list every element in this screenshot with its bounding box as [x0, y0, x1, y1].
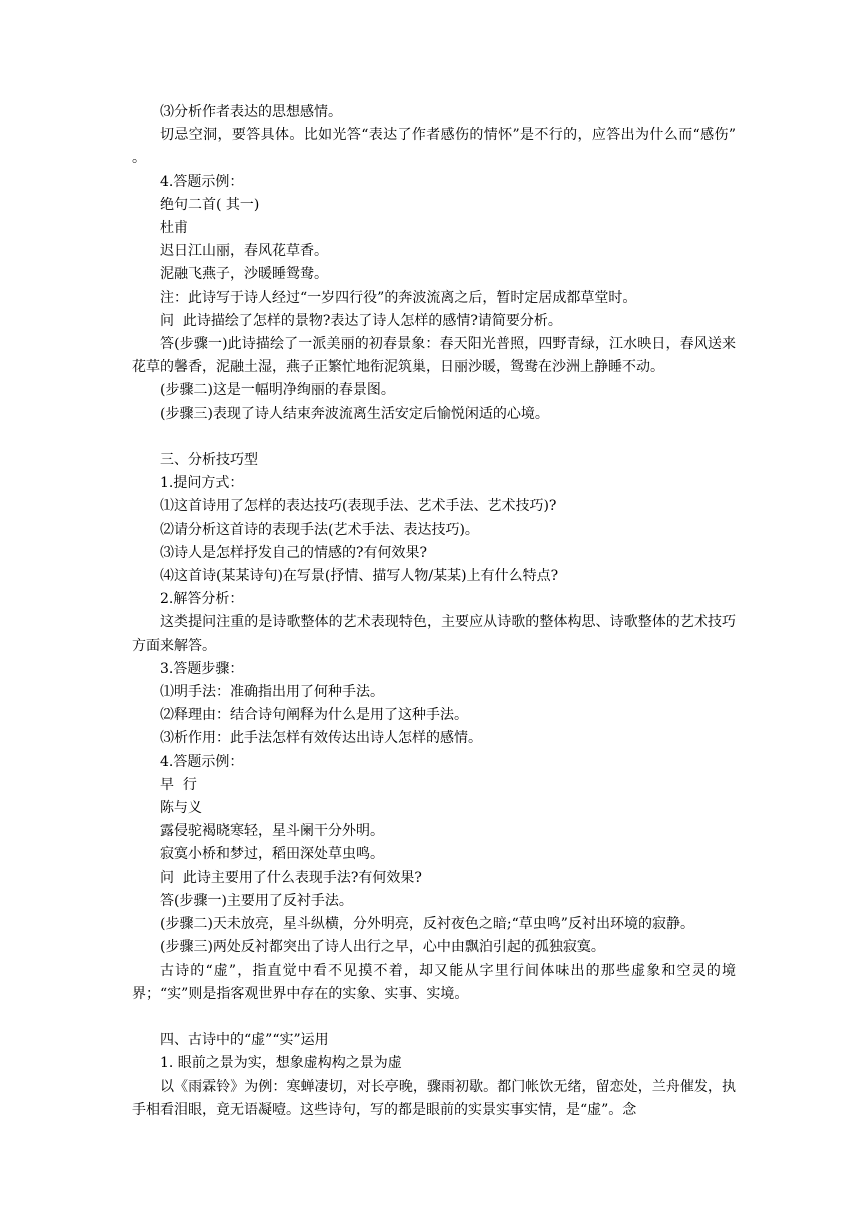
subheading: 4.答题示例：: [160, 753, 244, 770]
blank-line: [132, 426, 736, 449]
poem-author: 杜甫: [160, 220, 188, 237]
paragraph: 以《雨霖铃》为例：寒蝉凄切，对长亭晚，骤雨初歇。都门帐饮无绪，留恋处，兰舟催发，执手相看泪眼，竟无语凝噎。这些诗句，写的都是眼前的实景实事实情，是“虚”。念: [132, 1078, 736, 1118]
list-item: ⑵释理由：结合诗句阐释为什么是用了这种手法。: [160, 707, 468, 724]
section-heading: 三、分析技巧型: [160, 452, 258, 469]
list-item: ⑴这首诗用了怎样的表达技巧(表现手法、艺术手法、艺术技巧)?: [160, 498, 557, 515]
blank-line: [132, 1006, 736, 1029]
paragraph: ⑶分析作者表达的思想感情。: [160, 104, 342, 120]
paragraph: 切忌空洞，要答具体。比如光答“表达了作者感伤的情怀”是不行的，应答出为什么而“感伤” 。: [132, 127, 741, 167]
poem-line: 迟日江山丽，春风花草香。: [160, 243, 328, 260]
answer: 答(步骤一)此诗描绘了一派美丽的初春景象：春天阳光普照，四野青绿，江水映日，春风送来花草的馨香，泥融土湿，燕子正繁忙地衔泥筑巢，日丽沙暖，鸳鸯在沙洲上静睡不动。: [132, 336, 736, 376]
poem-line: 露侵驼褐晓寒轻，星斗阑干分外明。: [160, 823, 384, 840]
subheading: 3.答题步骤：: [160, 660, 244, 677]
section-heading: 四、古诗中的“虚”“实”运用: [160, 1032, 329, 1049]
subheading: 2.解答分析：: [160, 591, 244, 608]
paragraph: 4.答题示例：: [160, 173, 244, 190]
list-item: ⑶析作用：此手法怎样有效传达出诗人怎样的感情。: [160, 730, 482, 747]
list-item: ⑴明手法：准确指出用了何种手法。: [160, 684, 384, 701]
subheading: 1.提问方式：: [160, 475, 244, 492]
answer: (步骤三)两处反衬都突出了诗人出行之早，心中由飘泊引起的孤独寂寞。: [160, 939, 605, 956]
paragraph: 注：此诗写于诗人经过“一岁四行役”的奔波流离之后，暂时定居成都草堂时。: [160, 289, 637, 306]
paragraph: 古诗的“虚”，指直觉中看不见摸不着，却又能从字里行间体味出的那些虚象和空灵的境界；“实”则是指客观世界中存在的实象、实事、实境。: [132, 962, 736, 1002]
question: 问 此诗描绘了怎样的景物?表达了诗人怎样的感情?请简要分析。: [160, 312, 562, 329]
list-item: ⑶诗人是怎样抒发自己的情感的?有何效果?: [160, 544, 428, 561]
answer: (步骤二)天未放亮，星斗纵横，分外明亮，反衬夜色之暗;“草虫鸣”反衬出环境的寂静。: [160, 916, 694, 933]
document-body: [132, 101, 741, 1122]
answer: (步骤二)这是一幅明净绚丽的春景图。: [160, 382, 395, 399]
poem-line: 寂寞小桥和梦过，稻田深处草虫鸣。: [160, 846, 384, 863]
list-item: ⑷这首诗(某某诗句)在写景(抒情、描写人物/某某)上有什么特点?: [160, 568, 559, 585]
question: 问 此诗主要用了什么表现手法?有何效果?: [160, 869, 422, 886]
answer: (步骤三)表现了诗人结束奔波流离生活安定后愉悦闲适的心境。: [160, 405, 549, 422]
poem-title: 早 行: [160, 776, 197, 793]
subheading: 1. 眼前之景为实，想象虚构构之景为虚: [160, 1055, 402, 1072]
paragraph: 这类提问注重的是诗歌整体的艺术表现特色，主要应从诗歌的整体构思、诗歌整体的艺术技巧方面来解答。: [132, 614, 736, 654]
answer: 答(步骤一)主要用了反衬手法。: [160, 892, 353, 909]
poem-title: 绝句二首( 其一): [160, 196, 260, 213]
list-item: ⑵请分析这首诗的表现手法(艺术手法、表达技巧)。: [160, 521, 479, 538]
poem-author: 陈与义: [160, 800, 202, 817]
poem-line: 泥融飞燕子，沙暖睡鸳鸯。: [160, 266, 328, 283]
